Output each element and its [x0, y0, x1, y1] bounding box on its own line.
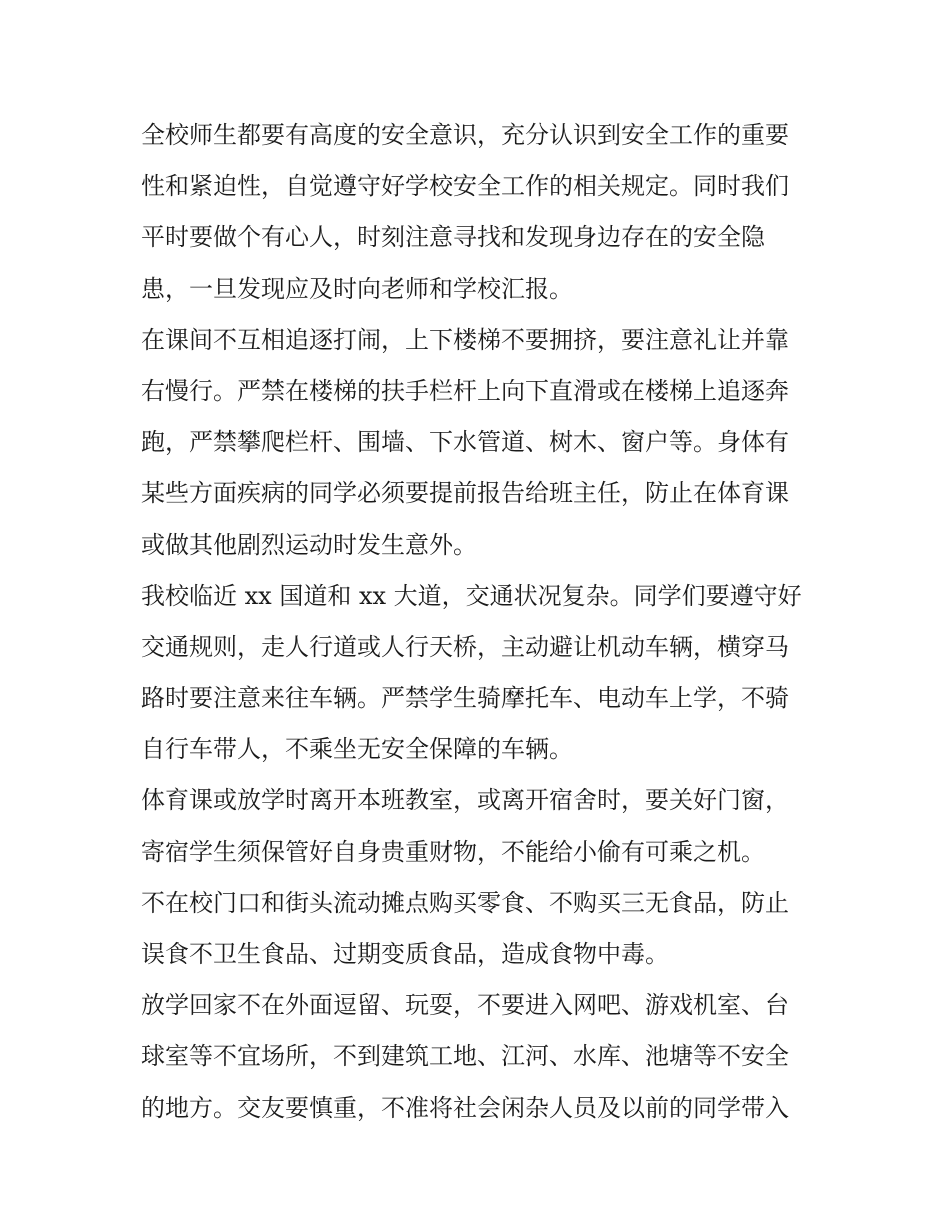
paragraph-food-safety: [141, 878, 813, 980]
text-line: 某些方面疾病的同学必须要提前报告给班主任，防止在体育课: [141, 479, 789, 508]
text-line: 全校师生都要有高度的安全意识，充分认识到安全工作的重要: [141, 121, 789, 149]
text-line: 交通规则，走人行道或人行天桥，主动避让机动车辆，横穿马: [141, 632, 789, 661]
document-body: [141, 110, 813, 1134]
paragraph-traffic-safety: [141, 571, 813, 776]
paragraph-property-safety: [141, 775, 813, 877]
text-line: 放学回家不在外面逗留、玩耍，不要进入网吧、游戏机室、台: [141, 991, 789, 1020]
text-line: 在课间不互相追逐打闹，上下楼梯不要拥挤，要注意礼让并靠: [141, 325, 789, 354]
paragraph-school-safety-awareness: [141, 110, 813, 315]
paragraph-after-school-safety: [141, 980, 813, 1134]
text-line: 或做其他剧烈运动时发生意外。: [141, 530, 477, 559]
text-line: 右慢行。严禁在楼梯的扶手栏杆上向下直滑或在楼梯上追逐奔: [141, 376, 789, 405]
text-line: 我校临近 xx 国道和 xx 大道，交通状况复杂。同学们要遵守好: [141, 581, 802, 610]
text-line: 性和紧迫性，自觉遵守好学校安全工作的相关规定。同时我们: [141, 172, 789, 201]
text-line: 球室等不宜场所，不到建筑工地、江河、水库、池塘等不安全: [141, 1042, 789, 1071]
text-line: 患，一旦发现应及时向老师和学校汇报。: [141, 274, 573, 303]
text-line: 体育课或放学时离开本班教室，或离开宿舍时，要关好门窗，: [141, 786, 789, 815]
text-line: 自行车带人，不乘坐无安全保障的车辆。: [141, 735, 573, 764]
text-line: 路时要注意来往车辆。严禁学生骑摩托车、电动车上学，不骑: [141, 684, 789, 713]
paragraph-stairs-safety: [141, 315, 813, 571]
text-line: 误食不卫生食品、过期变质食品，造成食物中毒。: [141, 940, 669, 968]
text-line: 寄宿学生须保管好自身贵重财物，不能给小偷有可乘之机。: [141, 837, 765, 866]
text-line: 平时要做个有心人，时刻注意寻找和发现身边存在的安全隐: [141, 223, 765, 252]
text-line: 跑，严禁攀爬栏杆、围墙、下水管道、树木、窗户等。身体有: [141, 428, 789, 457]
text-line: 的地方。交友要慎重，不准将社会闲杂人员及以前的同学带入: [141, 1093, 789, 1122]
text-line: 不在校门口和街头流动摊点购买零食、不购买三无食品，防止: [141, 888, 789, 917]
